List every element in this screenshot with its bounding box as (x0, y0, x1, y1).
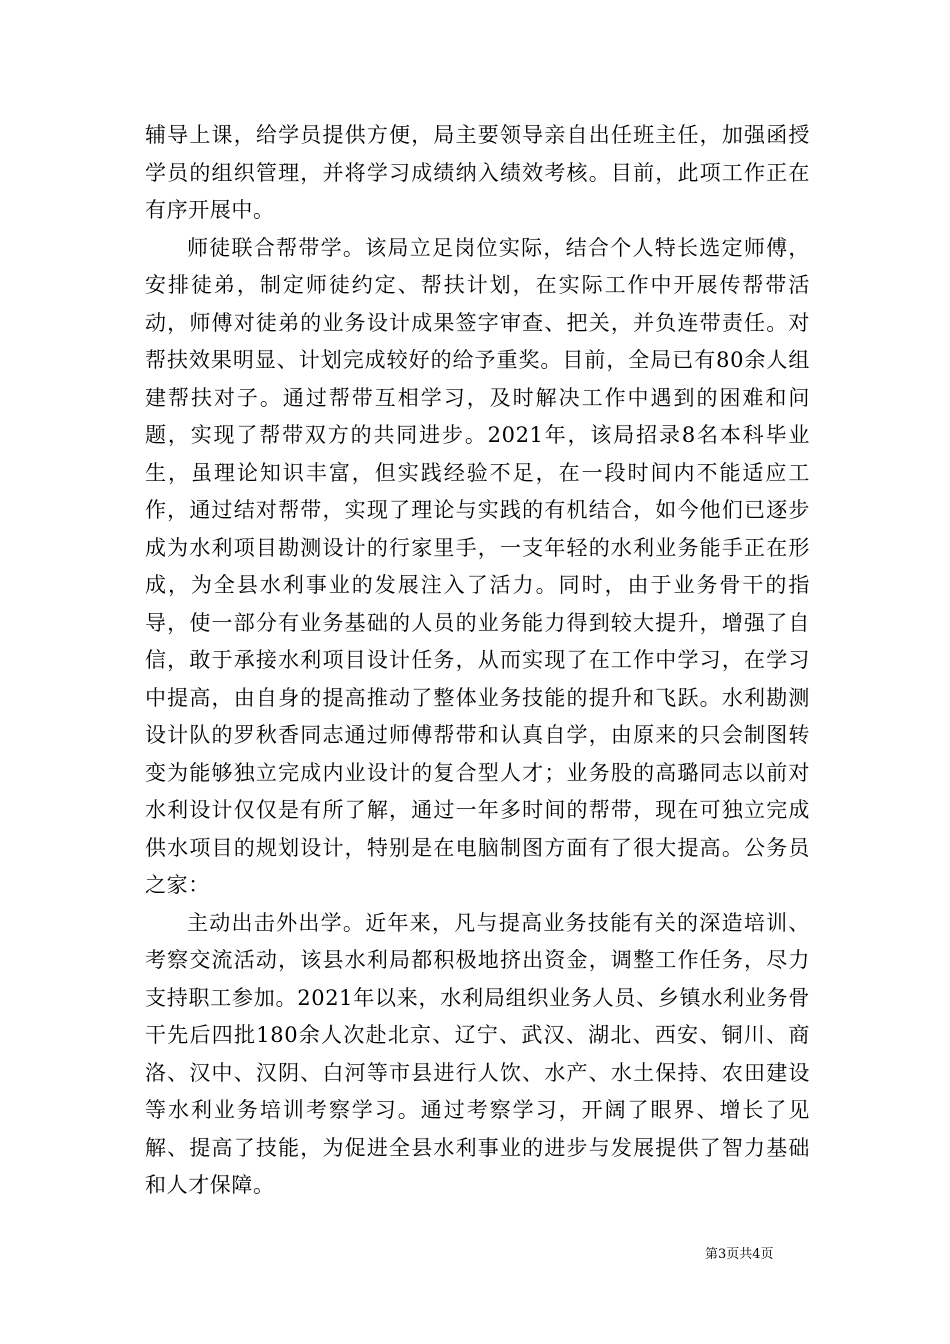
document-body (145, 117, 810, 1205)
page-number: 第3页共4页 (705, 1247, 774, 1262)
paragraph-continuation: 辅导上课，给学员提供方便，局主要领导亲自出任班主任，加强函授学员的组织管理，并将学习成绩纳入绩效考核。目前，此项工作正在有序开展中。 (145, 123, 810, 222)
paragraph-mentorship: 师徒联合帮带学。该局立足岗位实际，结合个人特长选定师傅，安排徒弟，制定师徒约定、帮扶计划，在实际工作中开展传帮带活动，师傅对徒弟的业务设计成果签字审查、把关，并负连带责任。对帮扶效果明显、计划完成较好的给予重奖。目前，全局已有80余人组建帮扶对子。通过帮带互相学习，及时解决工作中遇到的困难和问题，实现了帮带双方的共同进步。2021年，该局招录8名本科毕业生，虽理论知识丰富，但实践经验不足，在一段时间内不能适应工作，通过结对帮带，实现了理论与实践的有机结合，如今他们已逐步成为水利项目勘测设计的行家里手，一支年轻的水利业务能手正在形成，为全县水利事业的发展注入了活力。同时，由于业务骨干的指导，使一部分有业务基础的人员的业务能力得到较大提升，增强了自信，敢于承接水利项目设计任务，从而实现了在工作中学习，在学习中提高，由自身的提高推动了整体业务技能的提升和飞跃。水利勘测设计队的罗秋香同志通过师傅帮带和认真自学，由原来的只会制图转变为能够独立完成内业设计的复合型人才；业务股的高璐同志以前对水利设计仅仅是有所了解，通过一年多时间的帮带，现在可独立完成供水项目的规划设计，特别是在电脑制图方面有了很大提高。公务员之家： (145, 235, 810, 897)
paragraph-external-learning: 主动出击外出学。近年来，凡与提高业务技能有关的深造培训、考察交流活动，该县水利局都积极地挤出资金，调整工作任务，尽力支持职工参加。2021年以来，水利局组织业务人员、乡镇水利业务骨干先后四批180余人次赴北京、辽宁、武汉、湖北、西安、铜川、商洛、汉中、汉阴、白河等市县进行人饮、水产、水土保持、农田建设等水利业务培训考察学习。通过考察学习，开阔了眼界、增长了见解、提高了技能，为促进全县水利事业的进步与发展提供了智力基础和人才保障。 (145, 910, 810, 1197)
